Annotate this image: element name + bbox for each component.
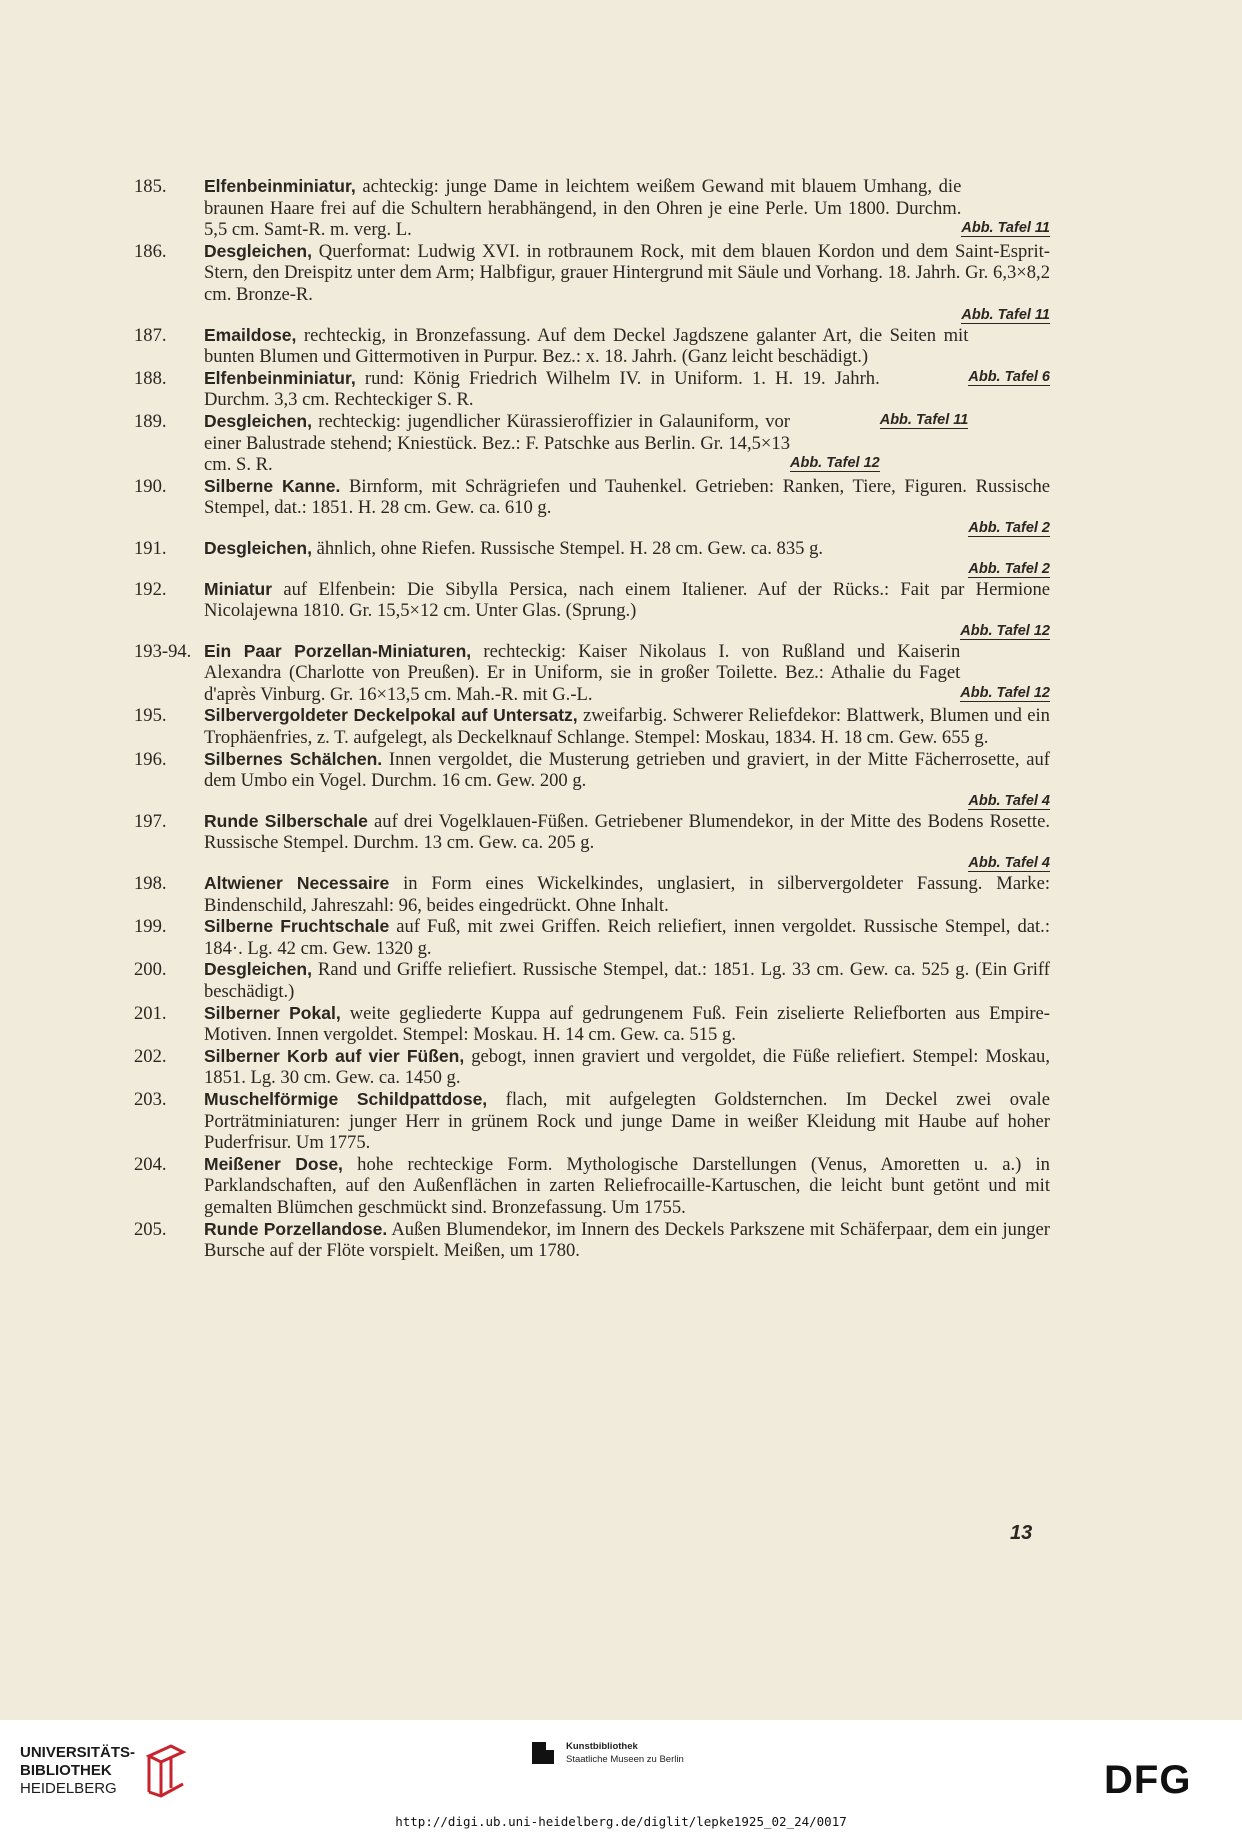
entry-number: 199. [134,916,167,938]
plate-reference [204,854,1050,873]
entry-title: Desgleichen, [204,410,312,431]
plate-reference-label: Abb. Tafel 4 [968,855,1050,872]
catalog-entry [134,475,1050,538]
catalog-entry [134,1218,1050,1262]
catalog-entry [134,1153,1050,1219]
entry-title: Silbernes Schälchen. [204,748,383,769]
catalog-entry [134,810,1050,873]
catalog-entry [134,1002,1051,1046]
plate-reference-label: Abb. Tafel 12 [790,454,880,471]
entry-title: Elfenbeinminiatur, [204,367,356,388]
entry-title: Runde Porzellandose. [204,1218,388,1239]
catalog-entry [134,916,1050,959]
catalog-entry [134,410,1050,476]
entry-number: 186. [134,240,167,262]
plate-reference [790,454,880,473]
entry-title: Muschelförmige Schildpattdose, [204,1088,488,1109]
catalog-entry [134,240,1050,325]
ub-logo-line1: UNIVERSITÄTS- [20,1744,136,1761]
entry-number: 190. [134,475,167,497]
entry-title: Silberner Korb auf vier Füßen, [204,1045,465,1066]
plate-reference-label: Abb. Tafel 11 [961,306,1050,323]
entry-number: 196. [134,748,167,770]
entry-title: Elfenbeinminiatur, [204,176,356,196]
plate-reference-label: Abb. Tafel 12 [960,684,1050,701]
footer-bar [0,1720,1242,1835]
entry-text: Querformat: Ludwig XVI. in rotbraunem Rock, mit dem blauen Kordon und dem Saint-Esprit-Stern, den Dreispitz unter dem Arm; Halbfigur, grauer Hintergrund mit Säule und Vorhang. 18. Jahrh. Gr. 6,3×8,2 cm. Bronze-R. [204,240,1050,305]
entry-title: Silbervergoldeter Deckelpokal auf Untersatz, [204,705,578,726]
entry-number: 198. [134,873,167,895]
plate-reference [204,519,1050,538]
catalog-entry [134,873,1050,916]
entry-text: auf Elfenbein: Die Sibylla Persica, nach einem Italiener. Auf der Rücks.: Fait par Hermione Nicolajewna 1810. Gr. 15,5×12 cm. Unter Glas. (Sprung.) [204,578,1050,622]
ub-logo-line2: BIBLIOTHEK [20,1762,112,1779]
entry-text: flach, mit aufgelegten Goldsternchen. Im Deckel zwei ovale Porträtminiaturen: junger Herr in grünem Rock und junge Dame in weißer Kleidung mit Haube auf hoher Puderfrisur. Um 1775. [204,1088,1050,1154]
entry-number: 192. [134,578,167,600]
entry-number: 195. [134,705,167,727]
entry-text: Rand und Griffe reliefiert. Russische Stempel, dat.: 1851. Lg. 33 cm. Gew. ca. 525 g. (Ein Griff beschädigt.) [204,959,1050,1002]
plate-reference-label: Abb. Tafel 2 [968,519,1050,536]
entry-title: Emaildose, [204,324,297,345]
entry-title: Silberne Kanne. [204,475,341,496]
entry-title: Altwiener Necessaire [204,873,390,894]
entry-text: hohe rechteckige Form. Mythologische Darstellungen (Venus, Amoretten u. a.) in Parklandschaften, auf den Außenflächen in zarten Reliefrocaille-Kartuschen, die leicht bunt getönt und mit gemalten Blümchen geschmückt sind. Bronzefassung. Um 1755. [204,1153,1050,1218]
entry-number: 191. [134,537,167,559]
catalog-entry [134,640,1050,706]
entry-title: Runde Silberschale [204,810,368,831]
entry-text: rund: König Friedrich Wilhelm IV. in Uniform. 1. H. 19. Jahrh. Durchm. 3,3 cm. Rechteckiger S. R. [204,367,880,411]
kunstbibliothek-logo[interactable] [532,1740,684,1766]
page-number: 13 [1010,1522,1033,1544]
entry-number: 193-94. [134,640,192,662]
catalog-entry [134,705,1050,749]
catalog-entry [134,959,1050,1002]
entry-text: in Form eines Wickelkindes, unglasiert, in silbervergoldeter Fassung. Marke: Bindenschild, Jahreszahl: 96, beides eingedrückt. Ohne Inhalt. [204,873,1050,916]
entry-number: 197. [134,810,167,832]
dfg-logo[interactable]: DFG [1104,1758,1192,1802]
kb-line1: Kunstbibliothek [566,1741,638,1752]
entry-text: Innen vergoldet, die Musterung getrieben und graviert, in der Mitte Fächerrosette, auf dem Umbo ein Vogel. Durchm. 16 cm. Gew. 200 g. [204,748,1050,792]
entry-number: 200. [134,959,167,981]
catalog-entry [134,537,1050,579]
kb-line2: Staatliche Museen zu Berlin [566,1754,684,1765]
entry-number: 189. [134,410,167,432]
entry-title: Miniatur [204,578,273,599]
plate-reference-label: Abb. Tafel 6 [968,368,1050,385]
plate-reference [204,622,1050,641]
ub-emblem-icon [141,1744,189,1798]
ub-heidelberg-logo[interactable] [20,1744,189,1798]
entry-number: 201. [134,1002,167,1024]
entry-title: Silberner Pokal, [204,1002,341,1023]
catalog-entries [134,176,1051,1262]
ub-logo-text [20,1744,135,1798]
entry-text: rechteckig: jugendlicher Kürassieroffizier in Galauniform, vor einer Balustrade stehend; Kniestück. Bez.: F. Patschke aus Berlin. Gr. 14,5×13 cm. S. R. [204,410,790,476]
plate-reference-label: Abb. Tafel 12 [960,622,1050,639]
permalink-url[interactable]: http://digi.ub.uni-heidelberg.de/diglit/lepke1925_02_24/0017 [395,1814,847,1829]
entry-text: weite gegliederte Kuppa auf gedrungenem Fuß. Fein ziselierte Reliefborten aus Empire-Motiven. Innen vergoldet. Stempel: Moskau. H. 14 cm. Gew. ca. 515 g. [204,1002,1051,1046]
entry-number: 204. [134,1153,167,1175]
catalog-entry [134,748,1050,811]
kunstbibliothek-text [566,1740,684,1766]
catalog-entry [134,578,1050,641]
entry-text: Außen Blumendekor, im Innern des Deckels Parkszene mit Schäferpaar, dem ein junger Bursche auf der Flöte vorspielt. Meißen, um 1780. [204,1218,1050,1262]
entry-text: auf drei Vogelklauen-Füßen. Getriebener Blumendekor, in der Mitte des Bodens Rosette. Russische Stempel. Durchm. 13 cm. Gew. ca. 205 g. [204,810,1050,854]
catalog-entry [134,176,1050,241]
entry-number: 187. [134,324,167,346]
entry-title: Desgleichen, [204,240,312,261]
plate-reference [204,560,1050,579]
entry-title: Silberne Fruchtschale [204,916,390,937]
entry-title: Desgleichen, [204,537,312,558]
entry-text: gebogt, innen graviert und vergoldet, die Füße reliefiert. Stempel: Moskau, 1851. Lg. 30 cm. Gew. ca. 1450 g. [204,1045,1050,1089]
entry-number: 188. [134,367,167,389]
entry-text: zweifarbig. Schwerer Reliefdekor: Blattwerk, Blumen und ein Trophäenfries, z. T. aufgelegt, als Deckelknauf Schlange. Stempel: Moskau, 1834. H. 18 cm. Gew. 655 g. [204,705,1050,749]
plate-reference [961,219,1050,238]
entry-text: ähnlich, ohne Riefen. Russische Stempel. H. 28 cm. Gew. ca. 835 g. [316,537,824,559]
entry-text: rechteckig, in Bronzefassung. Auf dem Deckel Jagdszene galanter Art, die Seiten mit bunten Blumen und Gittermotiven in Purpur. Bez.: x. 18. Jahrh. (Ganz leicht beschädigt.) [204,324,969,368]
entry-title: Ein Paar Porzellan-Miniaturen, [204,640,472,661]
plate-reference-label: Abb. Tafel 11 [879,411,969,428]
entry-text: rechteckig: Kaiser Nikolaus I. von Rußland und Kaiserin Alexandra (Charlotte von Preußen). Er in Uniform, sie in großer Toilette. Bez.: Athalie du Faget d'après Vinburg. Gr. 16×13,5 cm. Mah.-R. mit G.-L. [204,640,961,705]
entry-number: 202. [134,1045,167,1067]
entry-number: 205. [134,1218,167,1240]
plate-reference [960,684,1050,703]
entry-text: auf Fuß, mit zwei Griffen. Reich reliefiert, innen vergoldet. Russische Stempel, dat.: 184·. Lg. 42 cm. Gew. 1320 g. [204,916,1050,959]
entry-number: 203. [134,1088,167,1110]
ub-logo-line3: HEIDELBERG [20,1780,117,1797]
catalog-entry [134,1088,1050,1154]
plate-reference [204,792,1050,811]
kunstbibliothek-mark-icon [532,1742,554,1764]
catalog-entry [134,1045,1050,1089]
entry-title: Meißener Dose, [204,1153,343,1174]
plate-reference-label: Abb. Tafel 4 [968,792,1050,809]
entry-text: achteckig: junge Dame in leichtem weißem Gewand mit blauem Umhang, die braunen Haare frei auf die Schultern herabhängend, in den Ohren je eine Perle. Um 1800. Durchm. 5,5 cm. Samt-R. m. verg. L. [204,176,962,241]
plate-reference-label: Abb. Tafel 11 [961,220,1050,236]
plate-reference-label: Abb. Tafel 2 [968,560,1050,577]
entry-number: 185. [134,176,167,197]
plate-reference [204,306,1050,325]
entry-title: Desgleichen, [204,959,312,980]
entry-text: Birnform, mit Schrägriefen und Tauhenkel. Getrieben: Ranken, Tiere, Figuren. Russische Stempel, dat.: 1851. H. 28 cm. Gew. ca. 610 g. [204,475,1050,519]
